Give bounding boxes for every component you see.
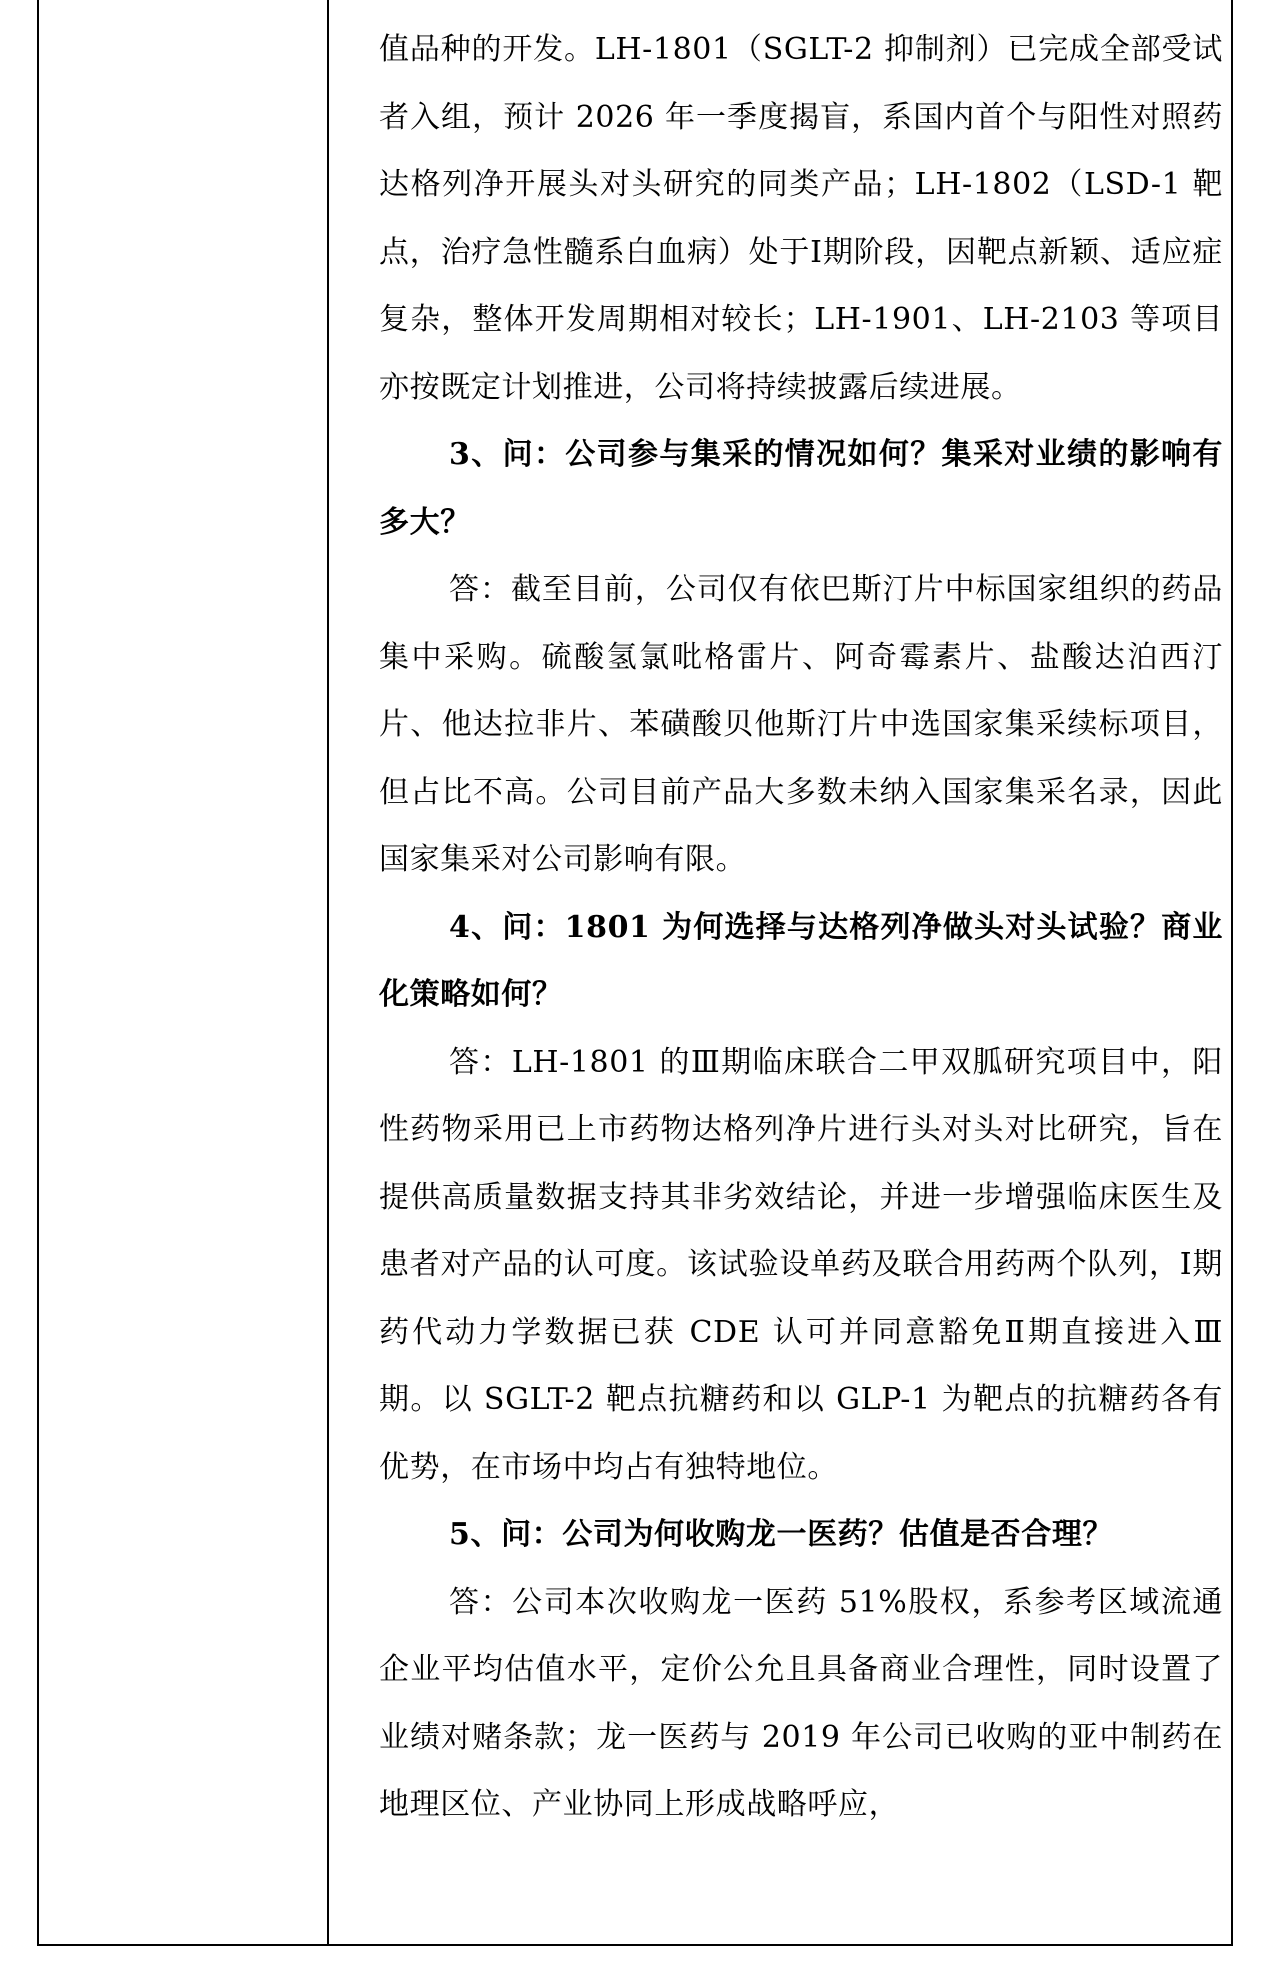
column-divider [327, 0, 329, 1946]
question-4: 4、问：1801 为何选择与达格列净做头对头试验？商业化策略如何？ [379, 909, 1223, 1012]
question-3: 3、问：公司参与集采的情况如何？集采对业绩的影响有多大？ [379, 437, 1223, 540]
answer-3: 答：截至目前，公司仅有依巴斯汀片中标国家组织的药品集中采购。硫酸氢氯吡格雷片、阿奇霉素片、盐酸达泊西汀片、他达拉非片、苯磺酸贝他斯汀片中选国家集采续标项目，但占比不高。公司目前产品大多数未纳入国家集采名录，因此国家集采对公司影响有限。 [379, 572, 1223, 877]
answer-4: 答：LH-1801 的Ⅲ期临床联合二甲双胍研究项目中，阳性药物采用已上市药物达格列净片进行头对头对比研究，旨在提供高质量数据支持其非劣效结论，并进一步增强临床医生及患者对产品的认可度。该试验设单药及联合用药两个队列，Ⅰ期药代动力学数据已获 CDE 认可并同意豁免Ⅱ期直接进入Ⅲ期。以 SGLT-2 靶点抗糖药和以 GLP-1 为靶点的抗糖药各有优势，在市场中均占有独特地位。 [379, 1044, 1223, 1485]
question-5: 5、问：公司为何收购龙一医药？估值是否合理？ [449, 1517, 1114, 1552]
table-left-cell [39, 0, 327, 1944]
answer-5: 答：公司本次收购龙一医药 51%股权，系参考区域流通企业平均估值水平，定价公允且具备商业合理性，同时设置了业绩对赌条款；龙一医药与 2019 年公司已收购的亚中制药在地理区位、产业协同上形成战略呼应， [379, 1584, 1223, 1822]
paragraph-continuation: 值品种的开发。LH-1801（SGLT-2 抑制剂）已完成全部受试者入组，预计 2026 年一季度揭盲，系国内首个与阳性对照药达格列净开展头对头研究的同类产品；LH-1802（LSD-1 靶点，治疗急性髓系白血病）处于Ⅰ期阶段，因靶点新颖、适应症复杂，整体开发周期相对较长；LH-1901、LH-2103 等项目亦按既定计划推进，公司将持续披露后续进展。 [379, 32, 1223, 405]
table-right-cell-content [379, 16, 1223, 1839]
